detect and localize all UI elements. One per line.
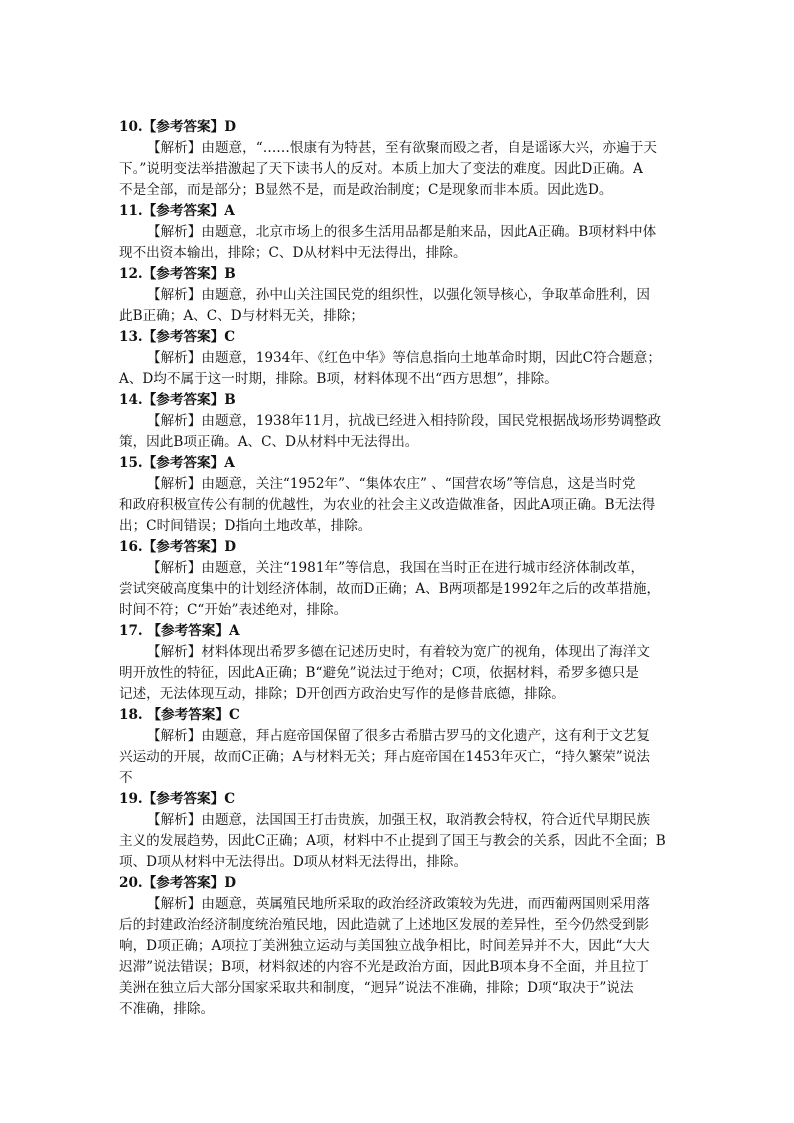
answer-17-analysis: 【解析】材料体现出希罗多德在记述历史时，有着较为宽广的视角，体现出了海洋文 — [147, 644, 650, 660]
answer-11-analysis-cont: 现不出资本输出，排除；C、D从材料中无法得出，排除。 — [119, 245, 467, 261]
answer-15-analysis: 【解析】由题意，关注“1952年”、“集体农庄” 、“国营农场”等信息，这是当时党 — [147, 476, 636, 492]
answer-18-analysis: 【解析】由题意，拜占庭帝国保留了很多古希腊古罗马的文化遗产，这有利于文艺复 — [147, 728, 650, 744]
answer-15-analysis-cont: 出；C时间错误；D指向土地改革，排除。 — [119, 518, 372, 534]
answer-19-analysis-cont: 主义的发展趋势，因此C正确；A项，材料中不止提到了国王与教会的关系，因此不全面；B — [119, 833, 666, 849]
answer-18-analysis-cont: 兴运动的开展，故而C正确；A与材料无关；拜占庭帝国在1453年灭亡，“持久繁荣”说法 — [119, 749, 650, 765]
answer-10-heading: 10.【参考答案】D — [119, 119, 237, 135]
answer-16-analysis: 【解析】由题意，关注“1981年”等信息，我国在当时正在进行城市经济体制改革， — [147, 560, 645, 576]
answer-17-analysis-cont: 记述，无法体现互动，排除；D开创西方政治史写作的是修昔底德，排除。 — [119, 686, 565, 702]
answer-16-analysis-cont: 时间不符；C“开始”表述绝对，排除。 — [119, 602, 348, 618]
answer-19-analysis: 【解析】由题意，法国国王打击贵族，加强王权，取消教会特权，符合近代早期民族 — [147, 812, 650, 828]
answer-11-heading: 11.【参考答案】A — [119, 203, 235, 219]
answer-16-analysis-cont: 尝试突破高度集中的计划经济体制，故而D正确；A、B两项都是1992年之后的改革措施， — [119, 581, 661, 597]
answer-15-analysis-cont: 和政府积极宣传公有制的优越性，为农业的社会主义改造做准备，因此A项正确。B无法得 — [119, 497, 656, 513]
answer-20-analysis-cont: 响，D项正确；A项拉丁美洲独立运动与美国独立战争相比，时间差异并不大，因此“大大 — [119, 938, 650, 954]
answer-10-analysis-cont: 不是全部，而是部分；B显然不是，而是政治制度；C是现象而非本质。因此选D。 — [119, 182, 613, 198]
answer-17-heading: 17. 【参考答案】A — [119, 623, 240, 639]
answer-14-analysis-cont: 策，因此B项正确。A、C、D从材料中无法得出。 — [119, 434, 419, 450]
answer-10-analysis-cont: 下。”说明变法举措激起了天下读书人的反对。本质上加大了变法的难度。因此D正确。A — [119, 161, 643, 177]
answer-18-heading: 18. 【参考答案】C — [119, 707, 240, 723]
answer-20-analysis-cont: 后的封建政治经济制度统治殖民地，因此造就了上述地区发展的差异性，至今仍然受到影 — [119, 917, 650, 933]
answer-13-heading: 13.【参考答案】C — [119, 329, 236, 345]
answer-15-heading: 15.【参考答案】A — [119, 455, 235, 471]
answer-document — [119, 117, 679, 1020]
answer-18-analysis-cont: 不 — [119, 770, 133, 786]
answer-11-analysis: 【解析】由题意，北京市场上的很多生活用品都是舶来品，因此A正确。B项材料中体 — [147, 224, 657, 240]
answer-16-heading: 16.【参考答案】D — [119, 539, 237, 555]
answer-12-heading: 12.【参考答案】B — [119, 266, 236, 282]
answer-20-analysis-cont: 美洲在独立后大部分国家采取共和制度，“迥异”说法不准确，排除；D项“取决于”说法 — [119, 980, 634, 996]
answer-19-analysis-cont: 项、D项从材料中无法得出。D项从材料无法得出，排除。 — [119, 854, 468, 870]
answer-17-analysis-cont: 明开放性的特征，因此A正确；B“避免”说法过于绝对；C项，依据材料，希罗多德只是 — [119, 665, 639, 681]
answer-12-analysis-cont: 此B正确；A、C、D与材料无关，排除； — [119, 308, 365, 324]
answer-20-analysis-cont: 迟滞”说法错误；B项，材料叙述的内容不光是政治方面，因此B项本身不全面，并且拉丁 — [119, 959, 649, 975]
answer-12-analysis: 【解析】由题意，孙中山关注国民党的组织性，以强化领导核心，争取革命胜利，因 — [147, 287, 650, 303]
answer-13-analysis: 【解析】由题意，1934年、《红色中华》等信息指向土地革命时期，因此C符合题意； — [147, 350, 661, 366]
answer-10-analysis: 【解析】由题意，“……恨康有为特甚，至有欲聚而殴之者，自是谣诼大兴，亦遍于天 — [147, 140, 657, 156]
answer-19-heading: 19.【参考答案】C — [119, 791, 236, 807]
answer-20-analysis-cont: 不准确，排除。 — [119, 1001, 215, 1017]
answer-14-heading: 14.【参考答案】B — [119, 392, 236, 408]
answer-14-analysis: 【解析】由题意，1938年11月，抗战已经进入相持阶段，国民党根据战场形势调整政 — [147, 413, 662, 429]
answer-13-analysis-cont: A、D均不属于这一时期，排除。B项，材料体现不出“西方思想”，排除。 — [119, 371, 558, 387]
answer-20-heading: 20.【参考答案】D — [119, 875, 237, 891]
answer-20-analysis: 【解析】由题意，英属殖民地所采取的政治经济政策较为先进，而西葡两国则采用落 — [147, 896, 650, 912]
